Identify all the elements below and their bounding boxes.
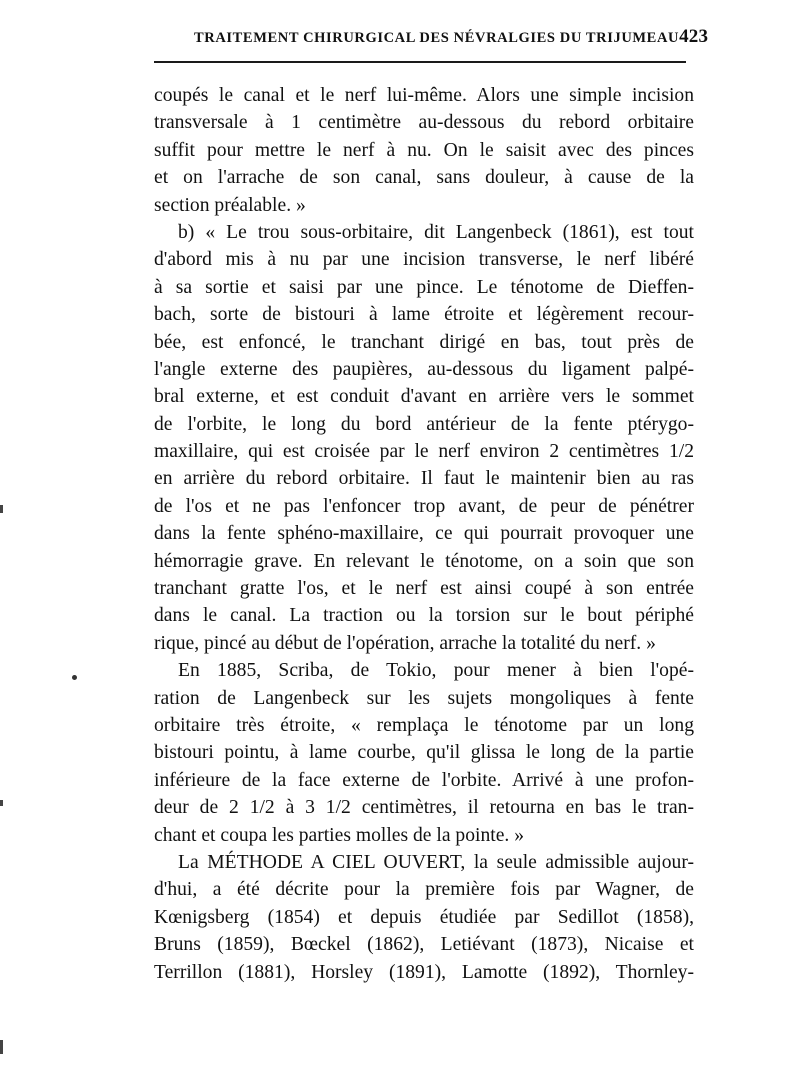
text-line: deur de 2 1/2 à 3 1/2 centimètres, il retourna en bas le tran- [154, 797, 694, 819]
text-line: rique, pincé au début de l'opération, arrache la totalité du nerf. » [154, 632, 656, 654]
text-line: chant et coupa les parties molles de la pointe. » [154, 824, 524, 846]
text-line: dans la fente sphéno-maxillaire, ce qui pourrait provoquer une [154, 523, 694, 545]
text-line: Terrillon (1881), Horsley (1891), Lamotte (1892), Thornley- [154, 961, 694, 983]
text-line: suffit pour mettre le nerf à nu. On le saisit avec des pinces [154, 139, 694, 161]
text-line: Bruns (1859), Bœckel (1862), Letiévant (1873), Nicaise et [154, 934, 694, 956]
text-line: et on l'arrache de son canal, sans douleur, à cause de la [154, 167, 694, 189]
text-line: maxillaire, qui est croisée par le nerf environ 2 centimètres 1/2 [154, 441, 694, 463]
text-line: b) « Le trou sous-orbitaire, dit Langenbeck (1861), est tout [178, 221, 694, 243]
text-line: bistouri pointu, à lame courbe, qu'il glissa le long de la partie [154, 742, 694, 764]
text-line: ration de Langenbeck sur les sujets mongoliques à fente [154, 687, 694, 709]
running-head [194, 26, 709, 50]
text-line: de l'os et ne pas l'enfoncer trop avant, de peur de pénétrer [154, 495, 694, 517]
margin-mark [0, 800, 3, 806]
margin-dot [72, 675, 77, 680]
text-line: dans le canal. La traction ou la torsion sur le bout périphé [154, 605, 694, 627]
body-text [154, 82, 694, 986]
text-line: hémorragie grave. En relevant le ténotome, on a soin que son [154, 550, 694, 572]
running-title: TRAITEMENT CHIRURGICAL DES NÉVRALGIES DU TRIJUMEAU [194, 30, 680, 46]
text-line: à sa sortie et saisi par une pince. Le ténotome de Dieffen- [154, 276, 694, 298]
text-line: orbitaire très étroite, « remplaça le ténotome par un long [154, 714, 694, 736]
margin-mark [0, 1040, 3, 1054]
text-line: Kœnigsberg (1854) et depuis étudiée par Sedillot (1858), [154, 906, 694, 928]
margin-mark [0, 505, 3, 513]
text-line: section préalable. » [154, 194, 306, 216]
text-line: La MÉTHODE A CIEL OUVERT, la seule admissible aujour- [178, 851, 694, 873]
text-line: l'angle externe des paupières, au-dessous du ligament palpé- [154, 358, 694, 380]
text-line: coupés le canal et le nerf lui-même. Alors une simple incision [154, 85, 694, 106]
page-number: 423 [679, 26, 709, 47]
header-rule [154, 61, 686, 63]
text-line: bée, est enfoncé, le tranchant dirigé en bas, tout près de [154, 331, 694, 353]
text-line: transversale à 1 centimètre au-dessous du rebord orbitaire [154, 112, 694, 134]
text-line: d'hui, a été décrite pour la première fois par Wagner, de [154, 879, 694, 901]
text-line: inférieure de la face externe de l'orbite. Arrivé à une profon- [154, 769, 694, 791]
text-line: tranchant gratte l'os, et le nerf est ainsi coupé à son entrée [154, 578, 694, 600]
text-line: En 1885, Scriba, de Tokio, pour mener à bien l'opé- [178, 660, 694, 682]
text-line: en arrière du rebord orbitaire. Il faut le maintenir bien au ras [154, 468, 694, 490]
text-line: d'abord mis à nu par une incision transverse, le nerf libéré [154, 249, 694, 271]
text-line: bach, sorte de bistouri à lame étroite et légèrement recour- [154, 304, 694, 326]
text-line: bral externe, et est conduit d'avant en arrière vers le sommet [154, 386, 694, 408]
text-line: de l'orbite, le long du bord antérieur de la fente ptérygo- [154, 413, 694, 435]
